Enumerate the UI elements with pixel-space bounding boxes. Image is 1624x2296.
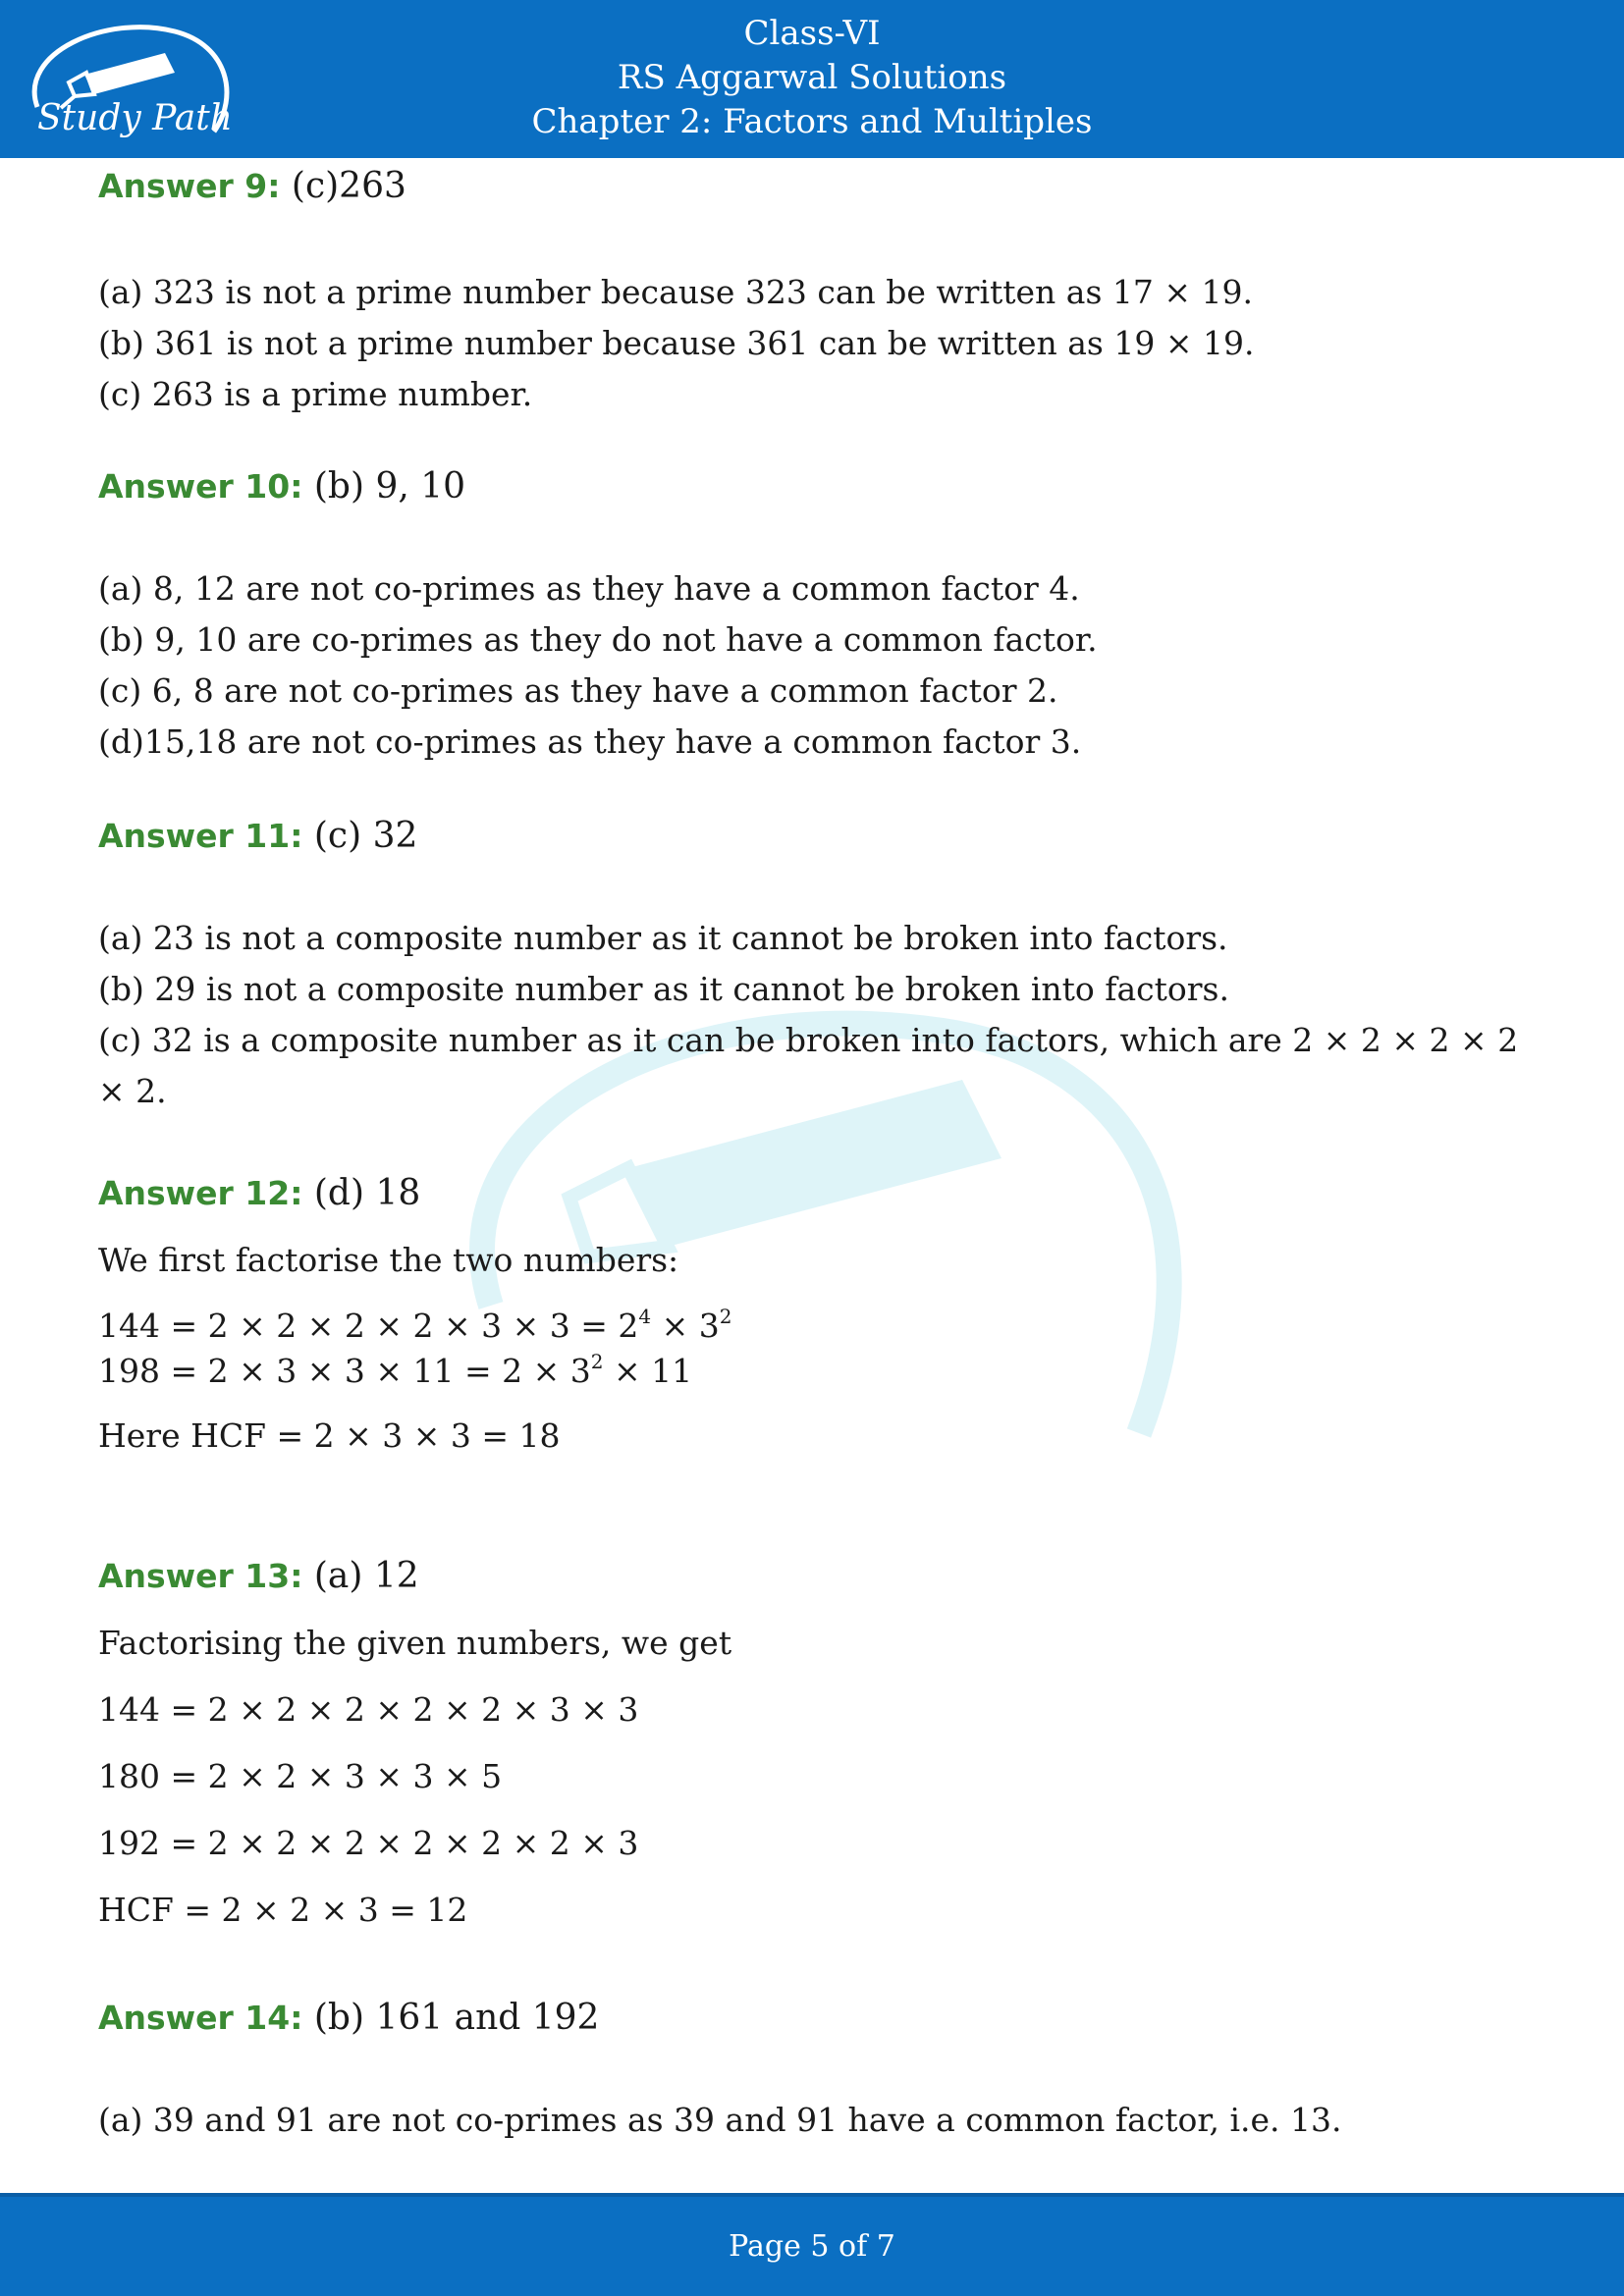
answer-choice: (a) 12 [302, 1556, 419, 1596]
page-footer [0, 2197, 1624, 2296]
logo-text: Study Path [37, 98, 233, 138]
hcf-line: HCF = 2 × 2 × 3 = 12 [98, 1891, 468, 1929]
answer-label: Answer 13: [98, 1557, 303, 1595]
answer-13 [98, 1551, 1532, 1936]
answer-label: Answer 12: [98, 1174, 303, 1212]
explanation-line: (a) 23 is not a composite number as it cannot be broken into factors. [98, 919, 1228, 957]
page-header [0, 0, 1624, 158]
intro-line: Factorising the given numbers, we get [98, 1624, 732, 1662]
answer-choice: (b) 161 and 192 [302, 1998, 600, 2038]
answer-label: Answer 11: [98, 817, 303, 855]
answer-label: Answer 14: [98, 1999, 303, 2037]
explanation-line: (a) 39 and 91 are not co-primes as 39 and 91 have a common factor, i.e. 13. [98, 2101, 1342, 2139]
explanation-line: (b) 361 is not a prime number because 361 can be written as 19 × 19. [98, 324, 1255, 362]
equation-line: 144 = 2 × 2 × 2 × 2 × 2 × 3 × 3 [98, 1690, 639, 1729]
answer-content [98, 161, 1532, 2146]
answer-10 [98, 461, 1532, 768]
header-chapter: Chapter 2: Factors and Multiples [531, 102, 1093, 141]
answer-choice: (b) 9, 10 [302, 466, 466, 507]
explanation-line: (d)15,18 are not co-primes as they have a common factor 3. [98, 722, 1082, 761]
equation-198: $198 = 2 \times 3 \times 3 \times 11 = 2 \times 3^2 \times 11$ [98, 1350, 693, 1390]
header-book: RS Aggarwal Solutions [617, 58, 1007, 97]
answer-choice: (d) 18 [302, 1173, 421, 1213]
answer-9 [98, 161, 1532, 420]
explanation-line: (a) 8, 12 are not co-primes as they have a common factor 4. [98, 569, 1080, 608]
answer-14 [98, 1993, 1532, 2146]
answer-12 [98, 1168, 1532, 1459]
explanation-line: (c) 32 is a composite number as it can be broken into factors, which are 2 × 2 × 2 × 2 × 2. [98, 1021, 1519, 1110]
explanation-line: (b) 9, 10 are co-primes as they do not have a common factor. [98, 620, 1098, 659]
answer-label: Answer 9: [98, 167, 281, 205]
answer-choice: (c)263 [280, 166, 406, 206]
answer-11 [98, 811, 1532, 1117]
explanation-line: (c) 263 is a prime number. [98, 375, 533, 413]
explanation-line: (c) 6, 8 are not co-primes as they have a common factor 2. [98, 671, 1058, 710]
equation-144: $144 = 2 \times 2 \times 2 \times 2 \times 3 \times 3 = 2^4 \times 3^2$ [98, 1305, 732, 1345]
hcf-line: Here HCF = 2 × 3 × 3 = 18 [98, 1416, 561, 1455]
explanation-line: (a) 323 is not a prime number because 323 can be written as 17 × 19. [98, 273, 1253, 311]
equation-line: 192 = 2 × 2 × 2 × 2 × 2 × 2 × 3 [98, 1824, 639, 1862]
explanation-line: (b) 29 is not a composite number as it cannot be broken into factors. [98, 970, 1229, 1008]
answer-choice: (c) 32 [302, 816, 418, 856]
equation-line: 180 = 2 × 2 × 3 × 3 × 5 [98, 1757, 503, 1795]
intro-line: We first factorise the two numbers: [98, 1241, 679, 1279]
page-number: Page 5 of 7 [729, 2229, 895, 2264]
header-class: Class-VI [743, 14, 881, 53]
answer-label: Answer 10: [98, 467, 303, 506]
